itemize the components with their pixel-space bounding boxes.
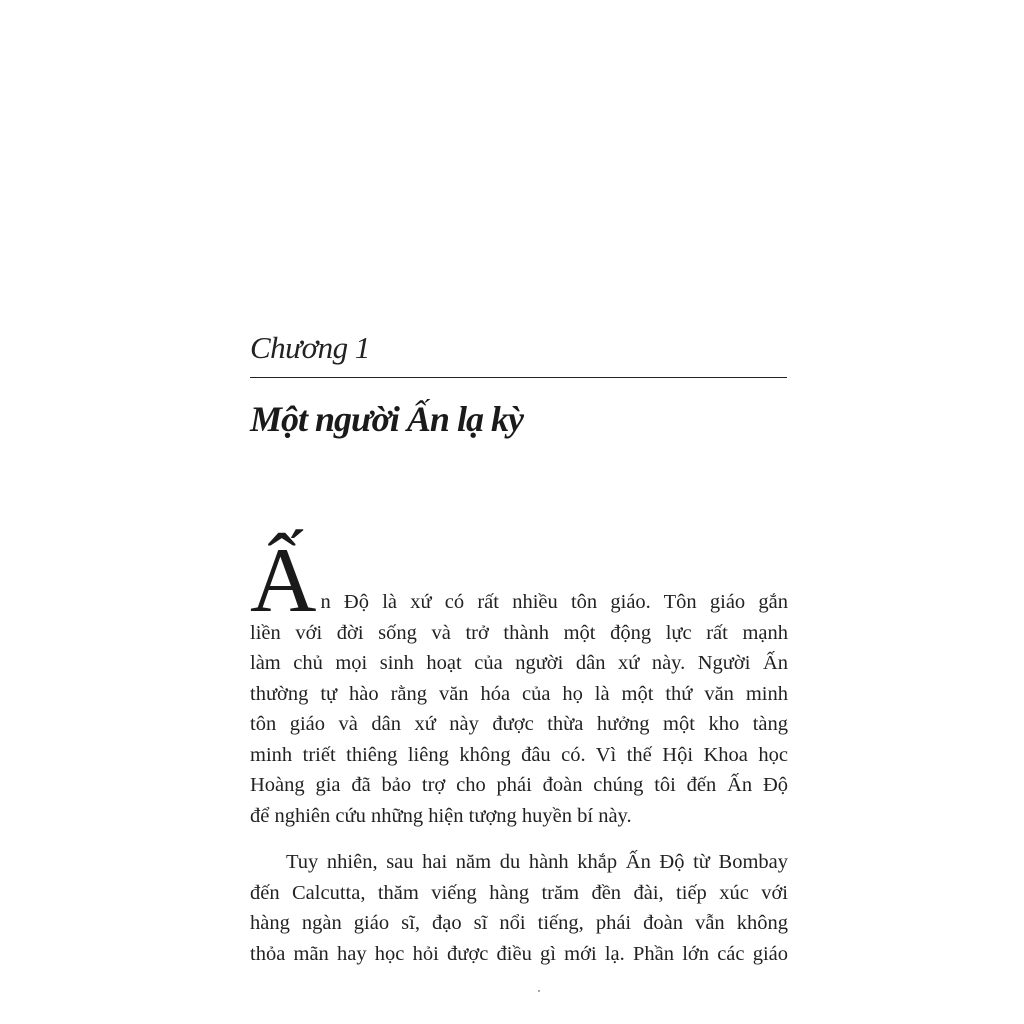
paragraph-line: minh triết thiêng liêng không đâu có. Vì thế Hội Khoa học — [250, 743, 788, 766]
chapter-title: Một người Ấn lạ kỳ — [250, 399, 523, 439]
drop-cap: Ấ — [250, 529, 317, 631]
paragraph-line: thỏa mãn hay học hỏi được điều gì mới lạ. Phần lớn các giáo — [250, 942, 788, 965]
paragraph-line: đến Calcutta, thăm viếng hàng trăm đền đài, tiếp xúc với — [250, 881, 788, 904]
paragraph-line: để nghiên cứu những hiện tượng huyền bí này. — [250, 804, 632, 827]
paragraph-line: n Độ là xứ có rất nhiều tôn giáo. Tôn giáo gắn — [320, 591, 788, 613]
page-speck — [538, 990, 540, 992]
chapter-divider — [250, 377, 787, 378]
paragraph-line: tôn giáo và dân xứ này được thừa hưởng một kho tàng — [250, 713, 788, 735]
paragraph-line: Tuy nhiên, sau hai năm du hành khắp Ấn Độ từ Bombay — [286, 851, 788, 873]
paragraph-2 — [250, 847, 788, 969]
paragraph-line: thường tự hào rằng văn hóa của họ là một thứ văn minh — [250, 682, 788, 705]
paragraph-line: liền với đời sống và trở thành một động lực rất mạnh — [250, 621, 788, 644]
chapter-label: Chương 1 — [250, 330, 370, 365]
paragraph-line: làm chủ mọi sinh hoạt của người dân xứ này. Người Ấn — [250, 652, 788, 674]
paragraph-line: hàng ngàn giáo sĩ, đạo sĩ nổi tiếng, phái đoàn vẫn không — [250, 912, 788, 934]
paragraph-1 — [250, 529, 788, 831]
paragraph-line: Hoàng gia đã bảo trợ cho phái đoàn chúng tôi đến Ấn Độ — [250, 774, 788, 796]
body-text — [250, 529, 788, 969]
